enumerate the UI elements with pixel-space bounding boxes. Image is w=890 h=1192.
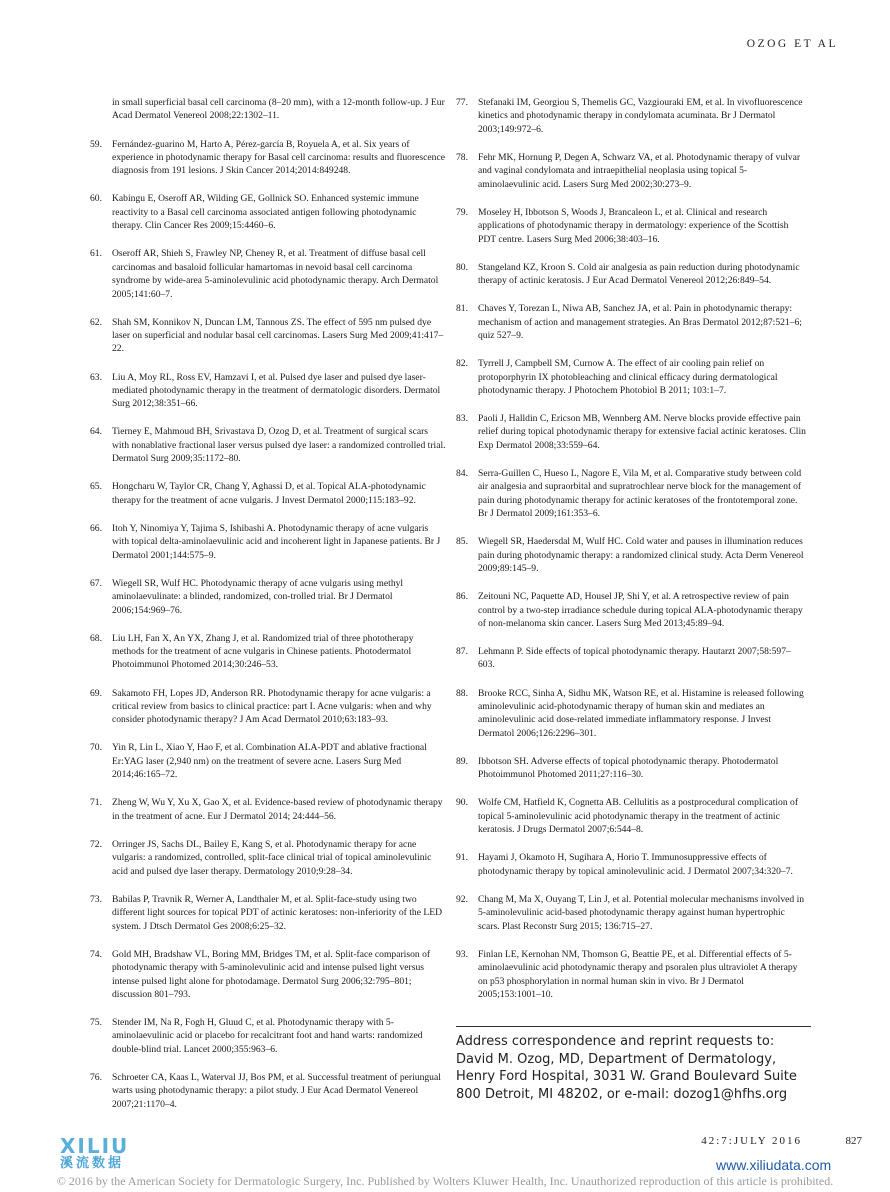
reference-item <box>456 96 806 136</box>
reference-number: 73. <box>90 893 102 905</box>
reference-item <box>456 535 806 575</box>
reference-number: 60. <box>90 193 102 205</box>
watermark-url[interactable]: www.xiliudata.com <box>716 1157 832 1173</box>
reference-item <box>456 357 806 397</box>
reference-item <box>90 192 446 232</box>
reference-text: Moseley H, Ibbotson S, Woods J, Brancaleon L, et al. Clinical and research applications of photodynamic therapy in dermatology: experience of the Scottish PDT centre. Lasers Surg Med 2006;38:403–16. <box>478 206 789 245</box>
reference-number: 65. <box>90 481 102 493</box>
reference-number: 68. <box>90 632 102 644</box>
reference-item <box>90 838 446 878</box>
reference-number: 62. <box>90 316 102 328</box>
reference-text: Wolfe CM, Hatfield K, Cognetta AB. Cellulitis as a postprocedural complication of topical 5-aminolevulinic acid photodynamic therapy in the treatment of actinic keratosis. J Drugs Dermatol 2007;6:544–8. <box>478 797 799 836</box>
reference-number: 70. <box>90 742 102 754</box>
reference-text: Hayami J, Okamoto H, Sugihara A, Horio T. Immunosuppressive effects of photodynamic therapy by topical aminolevulinic acid. J Dermatol 2007;34:320–7. <box>478 852 793 877</box>
reference-item <box>456 948 806 1002</box>
reference-text: Liu A, Moy RL, Ross EV, Hamzavi I, et al. Pulsed dye laser and pulsed dye laser-mediated photodynamic therapy in the treatment of dermatologic disorders. Dermatol Surg 2012;38:351–66. <box>112 371 441 410</box>
correspondence-note: Address correspondence and reprint requests to: David M. Ozog, MD, Department of Dermatology, Henry Ford Hospital, 3031 W. Grand Boulevard Suite 800 Detroit, MI 48202, or e-mail: dozog1@hfhs.org <box>456 1034 797 1102</box>
reference-number: 85. <box>456 536 468 548</box>
correspondence-divider <box>456 1026 811 1027</box>
reference-number: 82. <box>456 358 468 370</box>
xiliu-logo <box>60 1136 160 1176</box>
reference-item <box>90 687 446 727</box>
reference-text: Liu LH, Fan X, An YX, Zhang J, et al. Randomized trial of three phototherapy methods for the treatment of acne vulgaris in Chinese patients. Photodermatol Photoimmunol Photomed 2014;30:246–53. <box>112 632 414 671</box>
reference-text: Fehr MK, Hornung P, Degen A, Schwarz VA, et al. Photodynamic therapy of vulvar and vaginal condylomata and intraepithelial neoplasia using topical 5-aminolaevulinic acid. Lasers Surg Med 2002;30:273–9. <box>478 151 801 190</box>
logo-chinese-text: 溪流数据 <box>60 1156 125 1171</box>
reference-number: 77. <box>456 97 468 108</box>
reference-text: Babilas P, Travnik R, Werner A, Landthaler M, et al. Split-face-study using two different light sources for topical PDT of actinic keratoses: non-inferiority of the LED system. J Dtsch Dermatol Ges 2008;6:25–32. <box>112 893 443 932</box>
reference-number: 72. <box>90 838 102 850</box>
reference-item <box>90 741 446 781</box>
reference-item <box>456 412 806 452</box>
reference-number: 90. <box>456 797 468 809</box>
logo-wordmark: XILIU <box>60 1134 130 1158</box>
copyright-notice: © 2016 by the American Society for Dermatologic Surgery, Inc. Published by Wolters Kluwer Health, Inc. Unauthorized reproduction of this article is prohibited. <box>56 1174 834 1188</box>
reference-number: 74. <box>90 948 102 960</box>
reference-column-right <box>456 96 806 1016</box>
reference-text: in small superficial basal cell carcinoma (8–20 mm), with a 12-month follow-up. J Eur Acad Dermatol Venereol 2008;22:1302–11. <box>112 97 445 122</box>
reference-item <box>90 316 446 356</box>
reference-text: Stefanaki IM, Georgiou S, Themelis GC, Vazgiouraki EM, et al. In vivofluorescence kinetics and photodynamic therapy in condylomata acuminata. Br J Dermatol 2003;149:972–6. <box>478 97 803 135</box>
reference-text: Chang M, Ma X, Ouyang T, Lin J, et al. Potential molecular mechanisms involved in 5-aminolevulinic acid-based photodynamic therapy against human hypertrophic scars. Plast Reconstr Surg 2015; 136:715–27. <box>478 893 805 932</box>
reference-number: 87. <box>456 646 468 658</box>
reference-item <box>456 645 806 672</box>
reference-item <box>90 1016 446 1056</box>
reference-item <box>456 151 806 191</box>
reference-item <box>456 851 806 878</box>
reference-item <box>456 467 806 521</box>
reference-item <box>90 632 446 672</box>
reference-text: Itoh Y, Ninomiya Y, Tajima S, Ishibashi A. Photodynamic therapy of acne vulgaris with topical delta-aminolaevulinic acid and incoherent light in Japanese patients. Br J Dermatol 2001;144:575–9. <box>112 522 441 561</box>
reference-number: 92. <box>456 893 468 905</box>
reference-number: 91. <box>456 852 468 864</box>
reference-number: 59. <box>90 138 102 150</box>
reference-text: Finlan LE, Kernohan NM, Thomson G, Beattie PE, et al. Differential effects of 5-aminolaevulinic acid photodynamic therapy and psoralen plus ultraviolet A therapy on p53 phosphorylation in normal human skin in vivo. Br J Dermatol 2005;153:1001–10. <box>478 948 798 1000</box>
reference-number: 61. <box>90 248 102 260</box>
reference-item <box>456 261 806 288</box>
reference-number: 75. <box>90 1017 102 1028</box>
reference-text: Zheng W, Wu Y, Xu X, Gao X, et al. Evidence-based review of photodynamic therapy in the treatment of acne. Eur J Dermatol 2014; 24:444–56. <box>112 797 443 822</box>
reference-item <box>456 687 806 741</box>
reference-text: Lehmann P. Side effects of topical photodynamic therapy. Hautarzt 2007;58:597–603. <box>478 646 791 671</box>
reference-text: Wiegell SR, Wulf HC. Photodynamic therapy of acne vulgaris using methyl aminolaevulinate: a blinded, randomized, con-trolled trial. Br J Dermatol 2006;154:969–76. <box>112 577 404 616</box>
reference-item <box>456 590 806 630</box>
reference-number: 69. <box>90 687 102 699</box>
issue-info: 42:7:JULY 2016 <box>701 1135 802 1147</box>
reference-number: 86. <box>456 591 468 603</box>
reference-text: Shah SM, Konnikov N, Duncan LM, Tannous ZS. The effect of 595 nm pulsed dye laser on superficial and nodular basal cell carcinomas. Lasers Surg Med 2009;41:417–22. <box>112 316 444 355</box>
reference-text: Chaves Y, Torezan L, Niwa AB, Sanchez JA, et al. Pain in photodynamic therapy: mechanism of action and management strategies. An Bras Dermatol 2012;87:521–6; quiz 527–9. <box>478 303 802 342</box>
reference-text: Kabingu E, Oseroff AR, Wilding GE, Gollnick SO. Enhanced systemic immune reactivity to a Basal cell carcinoma associated antigen following photodynamic therapy. Clin Cancer Res 2009;15:4460–6. <box>112 193 419 232</box>
reference-item <box>90 247 446 301</box>
reference-number: 67. <box>90 577 102 589</box>
reference-item <box>90 948 446 1002</box>
reference-text: Wiegell SR, Haedersdal M, Wulf HC. Cold water and pauses in illumination reduces pain during photodynamic therapy: a randomized clinical study. Acta Derm Venereol 2009;89:145–9. <box>478 536 804 575</box>
reference-text: Schroeter CA, Kaas L, Waterval JJ, Bos PM, et al. Successful treatment of periungual warts using photodynamic therapy: a pilot study. J Eur Acad Dermatol Venereol 2007;21:1170–4. <box>112 1071 441 1110</box>
reference-text: Hongcharu W, Taylor CR, Chang Y, Aghassi D, et al. Topical ALA-photodynamic therapy for the treatment of acne vulgaris. J Invest Dermatol 2000;115:183–92. <box>112 481 426 506</box>
reference-text: Sakamoto FH, Lopes JD, Anderson RR. Photodynamic therapy for acne vulgaris: a critical review from basics to clinical practice: part I. Acne vulgaris: when and why consider photodynamic therapy? J Am Acad Dermatol 2010;63:183–93. <box>112 687 432 726</box>
reference-item <box>456 302 806 342</box>
reference-column-left <box>90 96 446 1126</box>
reference-item <box>90 425 446 465</box>
reference-text: Oseroff AR, Shieh S, Frawley NP, Cheney R, et al. Treatment of diffuse basal cell carcinomas and basaloid follicular hamartomas in nevoid basal cell carcinoma syndrome by wide-area 5-aminolevulinic acid photodynamic therapy. Arch Dermatol 2005;141:60–7. <box>112 248 439 300</box>
reference-text: Stangeland KZ, Kroon S. Cold air analgesia as pain reduction during photodynamic therapy of actinic keratosis. J Eur Acad Dermatol Venereol 2012;26:849–54. <box>478 261 800 287</box>
reference-number: 66. <box>90 522 102 534</box>
reference-text: Gold MH, Bradshaw VL, Boring MM, Bridges TM, et al. Split-face comparison of photodynamic therapy with 5-aminolevulinic acid and intense pulsed light versus intense pulsed light alone for photodamage. Dermatol Surg 2006;32:795–801; discussion 801–793. <box>112 948 431 1000</box>
reference-item <box>90 138 446 178</box>
reference-item <box>90 522 446 562</box>
reference-text: Yin R, Lin L, Xiao Y, Hao F, et al. Combination ALA-PDT and ablative fractional Er:YAG laser (2,940 nm) on the treatment of severe acne. Lasers Surg Med 2014;46:165–72. <box>112 742 427 781</box>
reference-text: Ibbotson SH. Adverse effects of topical photodynamic therapy. Photodermatol Photoimmunol Photomed 2011;27:116–30. <box>478 755 779 781</box>
reference-text: Zeitouni NC, Paquette AD, Housel JP, Shi Y, et al. A retrospective review of pain control by a two-step irradiance schedule during topical ALA-photodynamic therapy of non-melanoma skin cancer. Lasers Surg Med 2013;45:89–94. <box>478 591 803 629</box>
reference-item <box>456 893 806 933</box>
reference-text: Stender IM, Na R, Fogh H, Gluud C, et al. Photodynamic therapy with 5-aminolaevulinic acid or placebo for recalcitrant foot and hand warts: randomized double-blind trial. Lancet 2000;355:963–6. <box>112 1017 423 1055</box>
reference-item <box>90 371 446 411</box>
reference-item <box>90 577 446 617</box>
reference-number: 78. <box>456 151 468 163</box>
reference-number: 83. <box>456 413 468 425</box>
reference-number: 79. <box>456 206 468 218</box>
reference-text: Serra-Guillen C, Hueso L, Nagore E, Vila M, et al. Comparative study between cold air analgesia and supraorbital and supratrochlear nerve block for the management of pain during photodynamic therapy for actinic keratoses of the frontotemporal zone. Br J Dermatol 2009;161:353–6. <box>478 467 802 520</box>
reference-number: 76. <box>90 1071 102 1083</box>
reference-text: Brooke RCC, Sinha A, Sidhu MK, Watson RE, et al. Histamine is released following aminolevulinic acid-photodynamic therapy of human skin and mediates an aminolevulinic acid dose-related immediate inflammatory response. J Invest Dermatol 2006;126:2296–301. <box>478 687 804 739</box>
reference-number: 93. <box>456 948 468 960</box>
reference-item <box>90 796 446 823</box>
reference-number: 71. <box>90 797 102 809</box>
reference-text: Tyrrell J, Campbell SM, Curnow A. The effect of air cooling pain relief on protoporphyrin IX photobleaching and clinical efficacy during dermatological photodynamic therapy. J Photochem Photobiol B 2011; 103:1–7. <box>478 358 778 396</box>
reference-number: 64. <box>90 426 102 438</box>
reference-number: 63. <box>90 371 102 383</box>
running-head: OZOG ET AL <box>746 38 838 50</box>
reference-text: Paoli J, Halldin C, Ericson MB, Wennberg AM. Nerve blocks provide effective pain relief during topical photodynamic therapy for extensive facial actinic keratoses. Clin Exp Dermatol 2008;33:559–64. <box>478 413 806 451</box>
page-number: 827 <box>845 1135 862 1147</box>
reference-number: 81. <box>456 303 468 315</box>
reference-item <box>90 893 446 933</box>
reference-item <box>90 480 446 507</box>
reference-item <box>90 96 446 123</box>
reference-text: Fernández-guarino M, Harto A, Pérez-garcía B, Royuela A, et al. Six years of experience in photodynamic therapy for Basal cell carcinoma: results and fluorescence diagnosis from 191 lesions. J Skin Cancer 2014;2014:849248. <box>112 138 445 177</box>
reference-item <box>456 755 806 782</box>
reference-item <box>90 1071 446 1111</box>
reference-text: Tierney E, Mahmoud BH, Srivastava D, Ozog D, et al. Treatment of surgical scars with nonablative fractional laser versus pulsed dye laser: a randomized controlled trial. Dermatol Surg 2009;35:1172–80. <box>112 426 446 465</box>
reference-number: 88. <box>456 687 468 699</box>
reference-item <box>456 796 806 836</box>
reference-item <box>456 206 806 246</box>
reference-number: 80. <box>456 261 468 273</box>
reference-text: Orringer JS, Sachs DL, Bailey E, Kang S, et al. Photodynamic therapy for acne vulgaris: a randomized, controlled, split-face clinical trial of topical aminolevulinic acid and pulsed dye laser therapy. Dermatology 2010;9:28–34. <box>112 838 432 877</box>
reference-number: 84. <box>456 467 468 479</box>
reference-number: 89. <box>456 755 468 767</box>
